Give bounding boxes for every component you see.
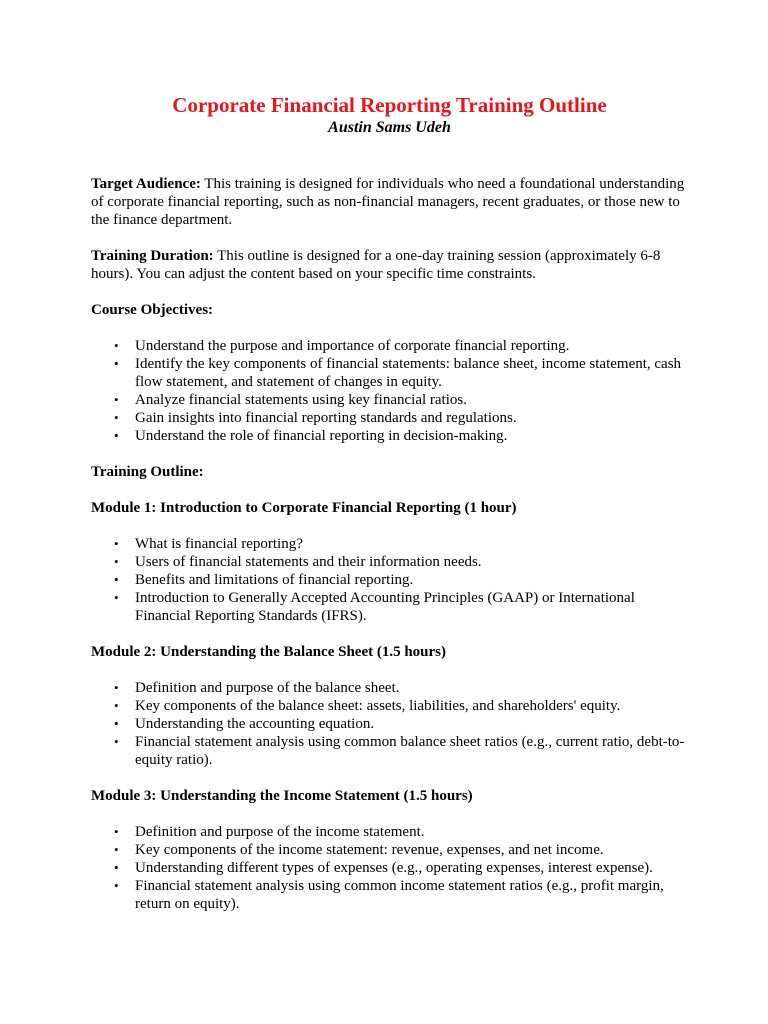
training-duration-paragraph (91, 247, 688, 283)
bullet-icon: • (114, 536, 119, 551)
list-item: • Financial statement analysis using common income statement ratios (e.g., profit margin, return on equity). (114, 878, 664, 912)
list-item: • Understanding the accounting equation. (114, 716, 375, 732)
bullet-icon: • (114, 392, 119, 407)
list-item: • Financial statement analysis using common balance sheet ratios (e.g., current ratio, debt-to-equity ratio). (114, 734, 685, 768)
bullet-icon: • (114, 410, 119, 425)
module-2-list (91, 679, 688, 769)
target-audience-paragraph (91, 175, 688, 229)
list-item: • Introduction to Generally Accepted Accounting Principles (GAAP) or International Financial Reporting Standards (IFRS). (114, 590, 635, 624)
document-title: Corporate Financial Reporting Training Outline (172, 93, 607, 117)
target-audience-label: Target Audience: (91, 176, 201, 192)
bullet-icon: • (114, 338, 119, 353)
list-item: • Definition and purpose of the income statement. (114, 824, 425, 840)
bullet-icon: • (114, 554, 119, 569)
bullet-icon: • (114, 680, 119, 695)
module-1-list (91, 535, 688, 625)
module-2-heading: Module 2: Understanding the Balance Sheet (1.5 hours) (91, 644, 447, 660)
list-item: • Identify the key components of financial statements: balance sheet, income statement, cash flow statement, and statement of changes in equity. (114, 356, 682, 390)
bullet-icon: • (114, 824, 119, 839)
target-audience-text: This training is designed for individuals who need a foundational understanding of corporate financial reporting, such as non-financial managers, recent graduates, or those new to the finance department. (91, 176, 685, 228)
bullet-icon: • (114, 698, 119, 713)
bullet-icon: • (114, 842, 119, 857)
bullet-icon: • (114, 734, 119, 749)
document-author: Austin Sams Udeh (328, 119, 451, 136)
list-item: • Key components of the balance sheet: assets, liabilities, and shareholders' equity. (114, 698, 621, 714)
list-item: • What is financial reporting? (114, 536, 303, 552)
module-1-heading: Module 1: Introduction to Corporate Financial Reporting (1 hour) (91, 500, 517, 516)
list-item: • Gain insights into financial reporting standards and regulations. (114, 410, 517, 426)
course-objectives-heading: Course Objectives: (91, 302, 214, 318)
bullet-icon: • (114, 572, 119, 587)
list-item: • Analyze financial statements using key financial ratios. (114, 392, 467, 408)
list-item: • Key components of the income statement: revenue, expenses, and net income. (114, 842, 604, 858)
list-item: • Users of financial statements and their information needs. (114, 554, 482, 570)
bullet-icon: • (114, 590, 119, 605)
list-item: • Understand the role of financial reporting in decision-making. (114, 428, 508, 444)
list-item: • Benefits and limitations of financial reporting. (114, 572, 414, 588)
bullet-icon: • (114, 356, 119, 371)
bullet-icon: • (114, 878, 119, 893)
module-3-heading: Module 3: Understanding the Income Statement (1.5 hours) (91, 788, 473, 804)
bullet-icon: • (114, 860, 119, 875)
list-item: • Understand the purpose and importance of corporate financial reporting. (114, 338, 570, 354)
training-duration-text: This outline is designed for a one-day training session (approximately 6-8 hours). You can adjust the content based on your specific time constraints. (91, 248, 661, 282)
module-3-list (91, 823, 688, 913)
list-item: • Understanding different types of expenses (e.g., operating expenses, interest expense). (114, 860, 653, 876)
bullet-icon: • (114, 716, 119, 731)
course-objectives-list (91, 337, 688, 445)
list-item: • Definition and purpose of the balance sheet. (114, 680, 400, 696)
training-outline-heading: Training Outline: (91, 464, 204, 480)
bullet-icon: • (114, 428, 119, 443)
training-duration-label: Training Duration: (91, 248, 214, 264)
